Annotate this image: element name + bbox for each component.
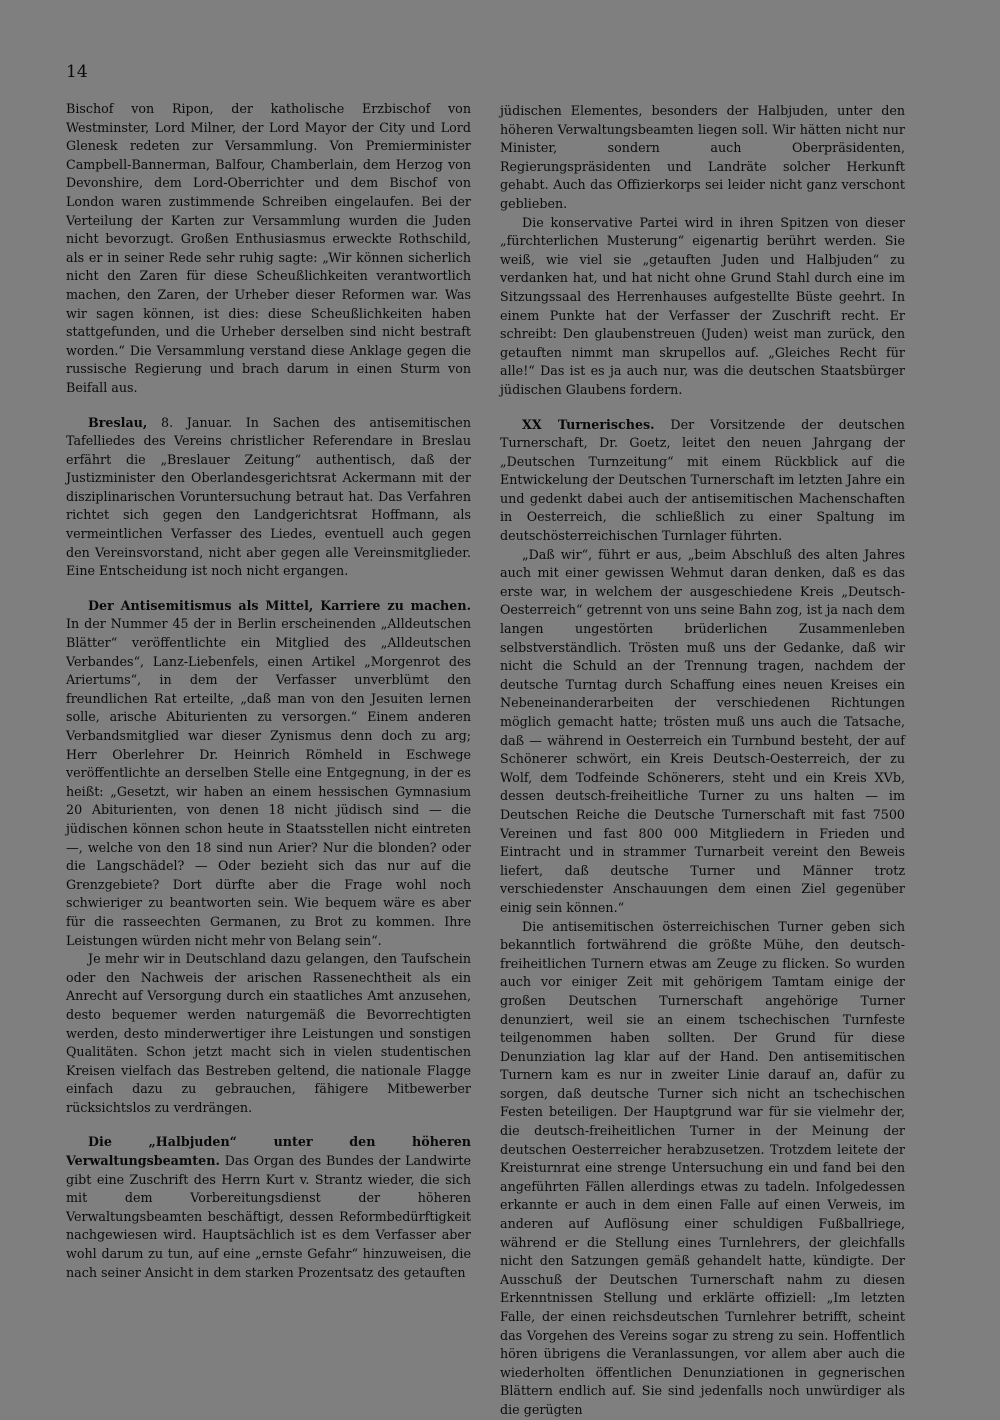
paragraph-text: Die konservative Partei wird in ihren Spitzen von dieser „fürchterlichen Musterung“ eigenartig berührt werden. Sie weiß, wie viel sie „getauften Juden und Halbjuden“ zu verdanken hat, und hat nicht ohne Grund Stahl durch eine im Sitzungssaal des Herrenhauses aufgestellte Büste geehrt. In einem Punkte hat der Verfasser der Zuschrift recht. Er schreibt: Den glaubenstreuen (Juden) weist man zurück, den getauften nimmt man skrupellos auf. „Gleiches Recht für alle!“ Das ist es ja auch nur, was die deutschen Staatsbürger jüdischen Glaubens fordern. (500, 214, 905, 397)
section-heading: Die „Halbjuden“ unter den höheren Verwaltungsbeamten. (66, 1134, 471, 1169)
page-number: 14 (66, 62, 88, 82)
left-column (66, 100, 471, 1282)
paragraph-text: Das Organ des Bundes der Landwirte gibt eine Zuschrift des Herrn Kurt v. Strantz wieder, die sich mit dem Vorbereitungsdienst der höheren Verwaltungsbeamten beschäftigt, dessen Reformbedürftigkeit nachgewiesen wird. Hauptsächlich ist es dem Verfasser aber wohl darum zu tun, auf eine „ernste Gefahr“ hinzuweisen, die nach seiner Ansicht in dem starken Prozentsatz des getauften (66, 1153, 471, 1280)
paragraph-text: „Daß wir“, führt er aus, „beim Abschluß des alten Jahres auch mit einer gewissen Wehmut daran denken, daß es das erste war, in welchem der ausgeschiedene Kreis „Deutsch-Oesterreich“ getrennt von uns seine Bahn zog, ist ja nach dem langen ungestörten brüderlichen Zusammenleben selbstverständlich. Trösten muß uns der Gedanke, daß wir nicht die Schuld an der Trennung tragen, nachdem der deutsche Turntag durch Schaffung eines neuen Kreises ein Nebeneinanderarbeiten der verschiedenen Richtungen möglich gemacht hatte; trösten muß uns auch die Tatsache, daß — während in Oesterreich ein Turnbund besteht, der auf Schönerer schwört, ein Kreis Deutsch-Oesterreich, der zu Wolf, dem Todfeinde Schönerers, steht und ein Kreis XVb, dessen deutsch-freiheitliche Turner zu uns halten — im Deutschen Reiche die Deutsche Turnerschaft mit fast 7500 Vereinen und fast 800 000 Mitgliedern in Frieden und Eintracht und in strammer Turnarbeit vereint den Beweis liefert, daß deutsche Turner und Männer trotz verschiedenster Anschauungen dem einen Ziel gegenüber einig sein können.“ (500, 546, 905, 915)
paragraph-text: Je mehr wir in Deutschland dazu gelangen, den Taufschein oder den Nachweis der arischen Rassenechtheit als ein Anrecht auf Versorgung durch ein staatliches Amt anzusehen, desto bequemer werden naturgemäß die Bevorrechtigten werden, desto minderwertiger ihre Leistungen und sonstigen Qualitäten. Schon jetzt macht sich in vielen studentischen Kreisen vielfach das Bestreben geltend, die nationale Flagge einfach dazu zu gebrauchen, fähigere Mitbewerber rücksichtslos zu verdrängen. (66, 951, 471, 1115)
paragraph-text: In der Nummer 45 der in Berlin erscheinenden „Alldeutschen Blätter“ veröffentlichte ein Mitglied des „Alldeutschen Verbandes“, Lanz-Liebenfels, einen Artikel „Morgenrot des Ariertums“, in dem der Verfasser unverblümt den freundlichen Rat erteilte, „daß man von den Jesuiten lernen solle, arische Abiturienten zu versorgen.“ Einem anderen Verbandsmitglied war dieser Zynismus denn doch zu arg; Herr Oberlehrer Dr. Heinrich Römheld in Eschwege veröffentlichte an derselben Stelle eine Entgegnung, in der es heißt: „Gesetzt, wir haben an einem hessischen Gymnasium 20 Abiturienten, von denen 18 nicht jüdisch sind — die jüdischen können schon heute in Staatsstellen nicht eintreten —, welche von den 18 sind nun Arier? Nur die blonden? oder die Langschädel? — Oder bezieht sich das nur auf die Grenzgebiete? Dort dürfte aber die Frage wohl noch schwieriger zu beantworten sein. Wie bequem wäre es aber für die rasseechten Germanen, zu Brot zu kommen. Ihre Leistungen würden nicht mehr von Belang sein“. (66, 616, 471, 948)
section-heading: XX Turnerisches. (522, 416, 655, 432)
paragraph-text: 8. Januar. In Sachen des antisemitischen Tafelliedes des Vereins christlicher Referendare in Breslau erfährt die „Breslauer Zeitung“ authentisch, daß der Justizminister den Oberlandesgerichtsrat Ackermann mit der disziplinarischen Voruntersuchung betraut hat. Das Verfahren richtet sich gegen den Landgerichtsrat Hoffmann, als vermeintlichen Verfasser des Liedes, eventuell auch gegen den Vereinsvorstand, nicht aber gegen alle Vereinsmitglieder. Eine Entscheidung ist noch nicht ergangen. (66, 414, 471, 579)
paragraph-text: Der Vorsitzende der deutschen Turnerschaft, Dr. Goetz, leitet den neuen Jahrgang der „Deutschen Turnzeitung“ mit einem Rückblick auf die Entwickelung der Deutschen Turnerschaft im letzten Jahre ein und gedenkt dabei auch der antisemitischen Machenschaften in Oesterreich, die schließlich zu einer Spaltung im deutschösterreichischen Turnlager führten. (500, 416, 905, 544)
right-column (500, 102, 905, 1420)
section-heading: Der Antisemitismus als Mittel, Karriere zu machen. (88, 597, 471, 613)
paragraph (66, 950, 471, 1117)
paragraph (500, 102, 905, 214)
paragraph-text: Bischof von Ripon, der katholische Erzbischof von Westminster, Lord Milner, der Lord Mayor der City und Lord Glenesk redeten zur Versammlung. Von Premierminister Campbell-Bannerman, Balfour, Chamberlain, dem Herzog von Devonshire, dem Lord-Oberrichter und dem Bischof von London waren zustimmende Schreiben eingelaufen. Bei der Verteilung der Karten zur Versammlung wurden die Juden nicht bevorzugt. Großen Enthusiasmus erweckte Rothschild, als er in seiner Rede sehr ruhig sagte: „Wir können sicherlich nicht den Zaren für diese Scheußlichkeiten verantwortlich machen, den Zaren, der Urheber dieser Reformen war. Was wir sagen können, ist dies: diese Scheußlichkeiten haben stattgefunden, und die Urheber derselben sind nicht bestraft worden.“ Die Versammlung verstand diese Anklage gegen die russische Regierung und brach darum in einen Sturm von Beifall aus. (66, 101, 471, 395)
paragraph (500, 918, 905, 1420)
paragraph (500, 546, 905, 918)
paragraph (500, 214, 905, 400)
section-heading: Breslau, (88, 414, 148, 430)
paragraph (66, 414, 471, 581)
paragraph (500, 416, 905, 546)
paragraph-text: jüdischen Elementes, besonders der Halbjuden, unter den höheren Verwaltungsbeamten liegen soll. Wir hätten nicht nur Minister, sondern auch Oberpräsidenten, Regierungspräsidenten und Landräte solcher Herkunft gehabt. Auch das Offizierkorps sei leider nicht ganz verschont geblieben. (500, 103, 905, 211)
paragraph (66, 1133, 471, 1282)
paragraph-text: Die antisemitischen österreichischen Turner geben sich bekanntlich fortwährend die größte Mühe, den deutsch-freiheitlichen Turnern etwas am Zeuge zu flicken. So wurden auch vor einiger Zeit mit gehörigem Tamtam einige der großen Deutschen Turnerschaft angehörige Turner denunziert, weil sie an einem tschechischen Turnfeste teilgenommen haben sollten. Der Grund für diese Denunziation lag klar auf der Hand. Den antisemitischen Turnern kam es nur in zweiter Linie darauf an, dafür zu sorgen, daß deutsche Turner sich nicht an tschechischen Festen beteiligen. Der Hauptgrund war für sie vielmehr der, die deutsch-freiheitlichen Turner in der Meinung der deutschen Oesterreicher herabzusetzen. Trotzdem leitete der Kreisturnrat eine strenge Untersuchung ein und fand bei den angeführten Fällen allerdings etwas zu tadeln. Infolgedessen erkannte er auch in dem einen Falle auf einen Verweis, im anderen auf Auflösung einer schuldigen Fußballriege, während er die Stellung eines Turnlehrers, der gleichfalls nicht den Satzungen gemäß gehandelt hatte, kündigte. Der Ausschuß der Deutschen Turnerschaft nahm zu diesen Erkenntnissen Stellung und erklärte offiziell: „Im letzten Falle, der einen reichsdeutschen Turnlehrer betrifft, scheint das Vorgehen des Vereins sogar zu streng zu sein. Hoffentlich hören übrigens die Veranlassungen, vor allem aber auch die wiederholten öffentlichen Denunziationen in gegnerischen Blättern endlich auf. Sie sind jedenfalls noch unwürdiger als die gerügten (500, 918, 905, 1417)
paragraph (66, 597, 471, 950)
paragraph (66, 100, 471, 398)
